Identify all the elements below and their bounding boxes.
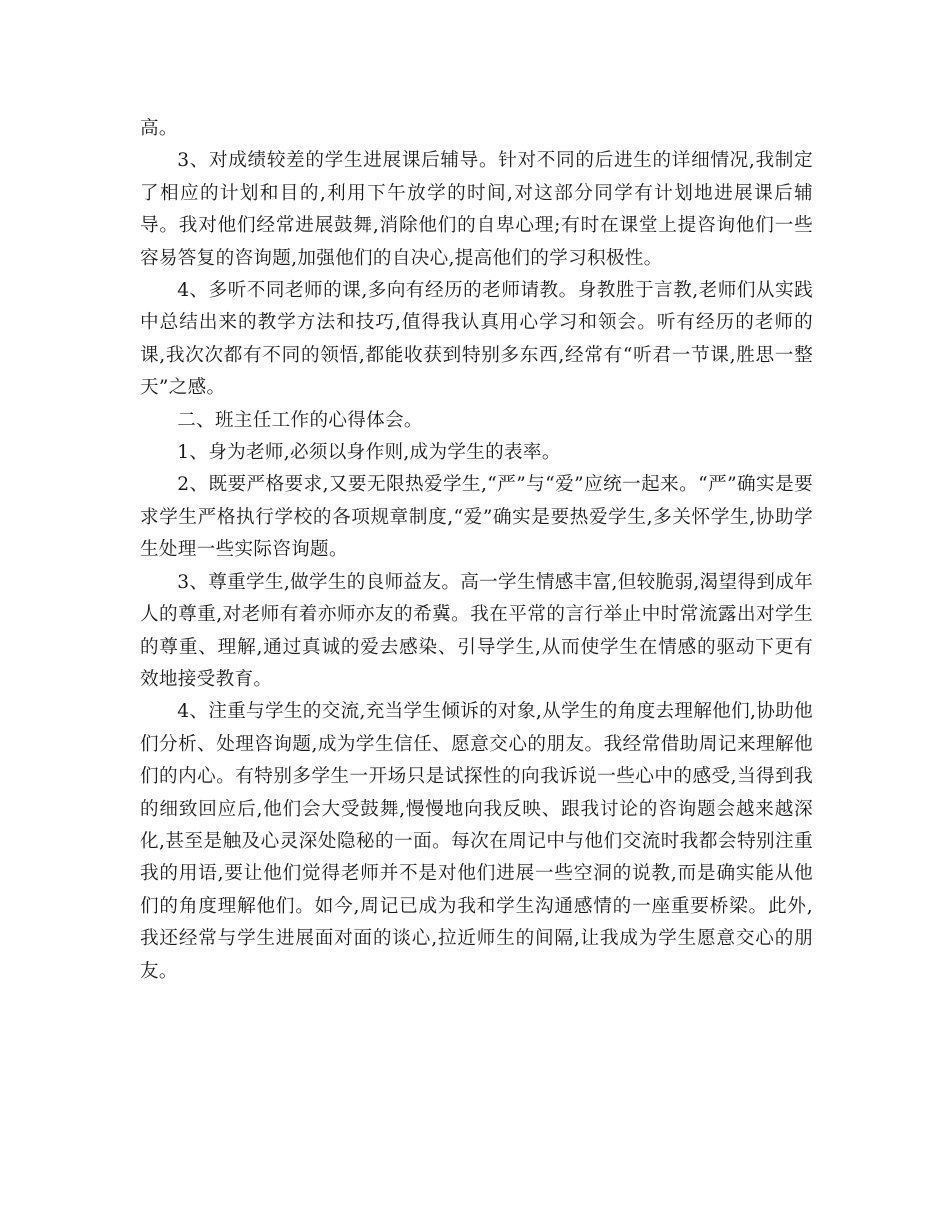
paragraph-lead-by-example: 1、身为老师,必须以身作则,成为学生的表率。 [177, 442, 561, 464]
body-text [140, 113, 813, 988]
paragraph-observe-lessons: 4、多听不同老师的课,多向有经历的老师请教。身教胜于言教,老师们从实践中总结出来的教学方法和技巧,值得我认真用心学习和领会。听有经历的老师的课,我次次都有不同的领悟,都能收获到特别多东西,经常有“听君一节课,胜思一整天”之感。 [140, 280, 813, 399]
paragraph-strict-and-love: 2、既要严格要求,又要无限热爱学生,“严”与“爱”应统一起来。“严”确实是要求学生严格执行学校的各项规章制度,“爱”确实是要热爱学生,多关怀学生,协助学生处理一些实际咨询题。 [140, 474, 813, 561]
paragraph-tutoring: 3、对成绩较差的学生进展课后辅导。针对不同的后进生的详细情况,我制定了相应的计划和目的,利用下午放学的时间,对这部分同学有计划地进展课后辅导。我对他们经常进展鼓舞,消除他们的自卑心理;有时在课堂上提咨询他们一些容易答复的咨询题,加强他们的自决心,提高他们的学习积极性。 [140, 150, 813, 269]
paragraph-communication: 4、注重与学生的交流,充当学生倾诉的对象,从学生的角度去理解他们,协助他们分析、处理咨询题,成为学生信任、愿意交心的朋友。我经常借助周记来理解他们的内心。有特别多学生一开场只是试探性的向我诉说一些心中的感受,当得到我的细致回应后,他们会大受鼓舞,慢慢地向我反映、跟我讨论的咨询题会越来越深化,甚至是触及心灵深处隐秘的一面。每次在周记中与他们交流时我都会特别注重我的用语,要让他们觉得老师并不是对他们进展一些空洞的说教,而是确实能从他们的角度理解他们。如今,周记已成为我和学生沟通感情的一座重要桥梁。此外,我还经常与学生进展面对面的谈心,拉近师生的间隔,让我成为学生愿意交心的朋友。 [140, 701, 813, 982]
paragraph-respect-students: 3、尊重学生,做学生的良师益友。高一学生情感丰富,但较脆弱,渴望得到成年人的尊重,对老师有着亦师亦友的希冀。我在平常的言行举止中时常流露出对学生的尊重、理解,通过真诚的爱去感染、引导学生,从而使学生在情感的驱动下更有效地接受教育。 [140, 571, 813, 690]
section-heading-class-teacher: 二、班主任工作的心得体会。 [177, 409, 423, 431]
paragraph-continuation: 高。 [140, 118, 178, 139]
